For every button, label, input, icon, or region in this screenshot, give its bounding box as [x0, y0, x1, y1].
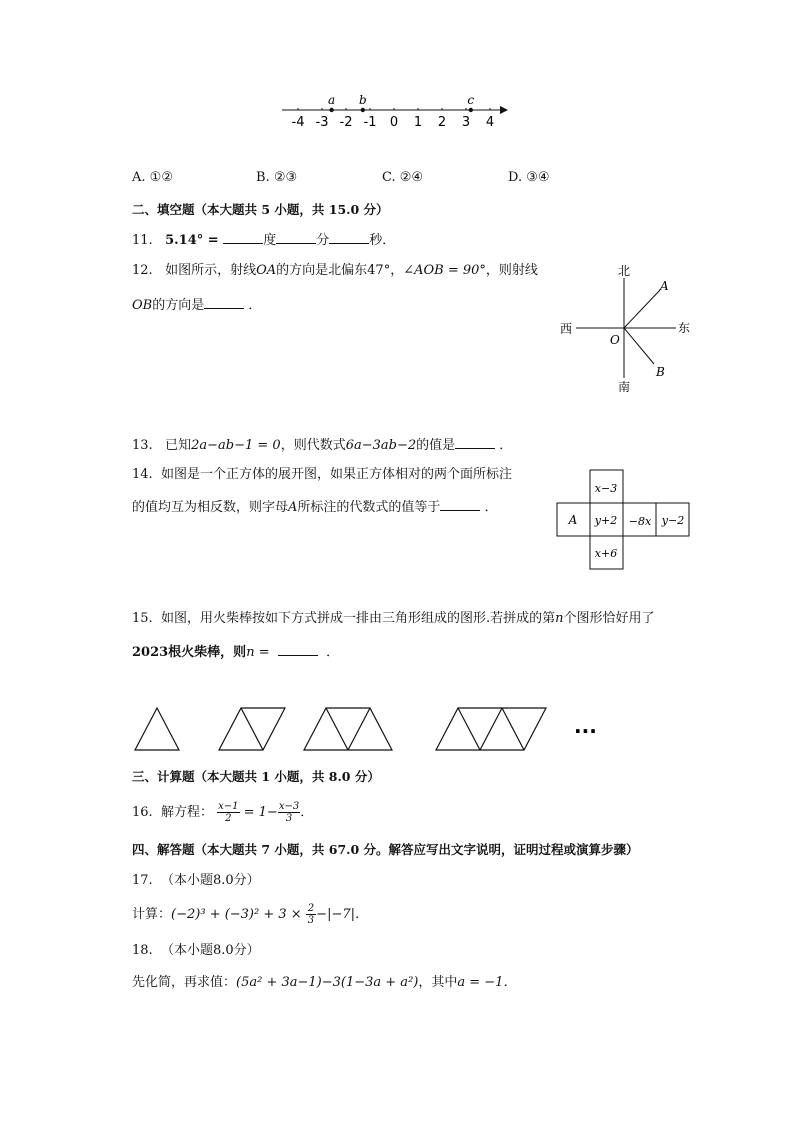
question-14-line-2: 的值均互为相反数，则字母A所标注的代数式的值等于 ． — [132, 496, 498, 518]
fraction-2-3: $\frac{2}{3}$ — [307, 903, 315, 926]
section-4-heading: 四、解答题（本大题共 7 小题，共 67.0 分。解答应写出文字说明，证明过程或演算步骤） — [132, 842, 639, 857]
tick-label: -4 — [291, 115, 305, 130]
answer-blank[interactable] — [329, 229, 369, 244]
question-17-body: 计算：(−2)³ + (−3)² + 3 × $\frac{2}{3}$ −|−7|． — [132, 903, 368, 926]
question-17-header: 17. （本小题8.0分） — [132, 873, 260, 888]
tick-label: 2 — [437, 115, 447, 130]
label-b: B — [656, 365, 665, 379]
point-b — [361, 108, 365, 112]
point-a — [329, 108, 333, 112]
answer-blank[interactable] — [440, 496, 480, 511]
point-label-b: b — [358, 93, 367, 107]
question-15-line-2: 2023根火柴棒，则n = ． — [132, 641, 339, 663]
question-16: 16. 解方程： $\frac{x-1}{2}$ = 1− $\frac{x-3}{3}$ ． — [132, 801, 314, 824]
face-top-label: x−3 — [594, 482, 618, 495]
point-c — [469, 108, 473, 112]
option-c[interactable]: C. ②④ — [382, 170, 424, 185]
option-a[interactable]: A. ①② — [132, 170, 173, 185]
answer-blank[interactable] — [223, 229, 263, 244]
label-east: 东 — [678, 321, 691, 335]
figure-2 — [219, 708, 285, 750]
face-left-label: A — [568, 513, 578, 527]
answer-blank[interactable] — [278, 641, 318, 656]
tick-label: -1 — [363, 115, 377, 130]
number-line-arrow — [500, 106, 508, 114]
answer-blank[interactable] — [455, 434, 495, 449]
compass-figure — [556, 262, 696, 398]
question-11: 11. 5.14° = 度 分 秒． — [132, 229, 395, 251]
question-13: 13. 已知2a−ab−1 = 0，则代数式6a−3ab−2的值是 ． — [132, 434, 512, 456]
answer-blank[interactable] — [276, 229, 316, 244]
face-center-label: y+2 — [594, 514, 618, 527]
question-18-body: 先化简，再求值：(5a² + 3a−1)−3(1−3a + a²)，其中a = −1． — [132, 975, 517, 990]
face-right-label: y−2 — [661, 514, 685, 527]
tick-label: -2 — [339, 115, 353, 130]
point-label-c: c — [467, 93, 475, 107]
question-15-line-1: 15. 如图，用火柴棒按如下方式拼成一排由三角形组成的图形.若拼成的第n个图形恰好用了 — [132, 611, 655, 626]
options-row — [132, 168, 632, 188]
tick-label: 1 — [413, 115, 423, 130]
face-bottom-label: x+6 — [594, 547, 618, 560]
option-d[interactable]: D. ③④ — [508, 170, 550, 185]
matchstick-triangles-figure — [130, 700, 610, 756]
question-12-line-2: OB的方向是 ． — [132, 294, 261, 316]
tick-label: 3 — [461, 115, 471, 130]
label-o: O — [610, 333, 620, 347]
label-south: 南 — [618, 380, 631, 394]
section-3-heading: 三、计算题（本大题共 1 小题，共 8.0 分） — [132, 769, 380, 784]
figure-3 — [304, 708, 392, 750]
question-14-line-1: 14. 如图是一个正方体的展开图，如果正方体相对的两个面所标注 — [132, 467, 512, 482]
fraction-1: $\frac{x-1}{2}$ — [218, 801, 239, 824]
figure-4 — [436, 708, 546, 750]
label-west: 西 — [560, 322, 573, 336]
point-label-a: a — [328, 93, 336, 107]
cube-net-figure — [556, 468, 692, 572]
fraction-2: $\frac{x-3}{3}$ — [278, 801, 300, 824]
number-line-figure — [276, 92, 516, 132]
ray-ob — [624, 328, 654, 364]
figure-1 — [135, 708, 179, 750]
question-18-header: 18. （本小题8.0分） — [132, 943, 260, 958]
section-2-heading: 二、填空题（本大题共 5 小题，共 15.0 分） — [132, 202, 389, 217]
tick-label: 4 — [485, 115, 495, 130]
label-north: 北 — [618, 264, 631, 278]
ellipsis: ··· — [574, 719, 597, 743]
tick-label: 0 — [389, 115, 399, 130]
tick-label: -3 — [315, 115, 329, 130]
question-12-line-1: 12. 如图所示，射线OA的方向是北偏东47°，∠AOB = 90°，则射线 — [132, 263, 538, 278]
label-a: A — [660, 279, 669, 293]
option-b[interactable]: B. ②③ — [256, 170, 298, 185]
face-mid2-label: −8x — [628, 515, 652, 528]
ray-oa — [624, 290, 660, 328]
answer-blank[interactable] — [204, 294, 244, 309]
